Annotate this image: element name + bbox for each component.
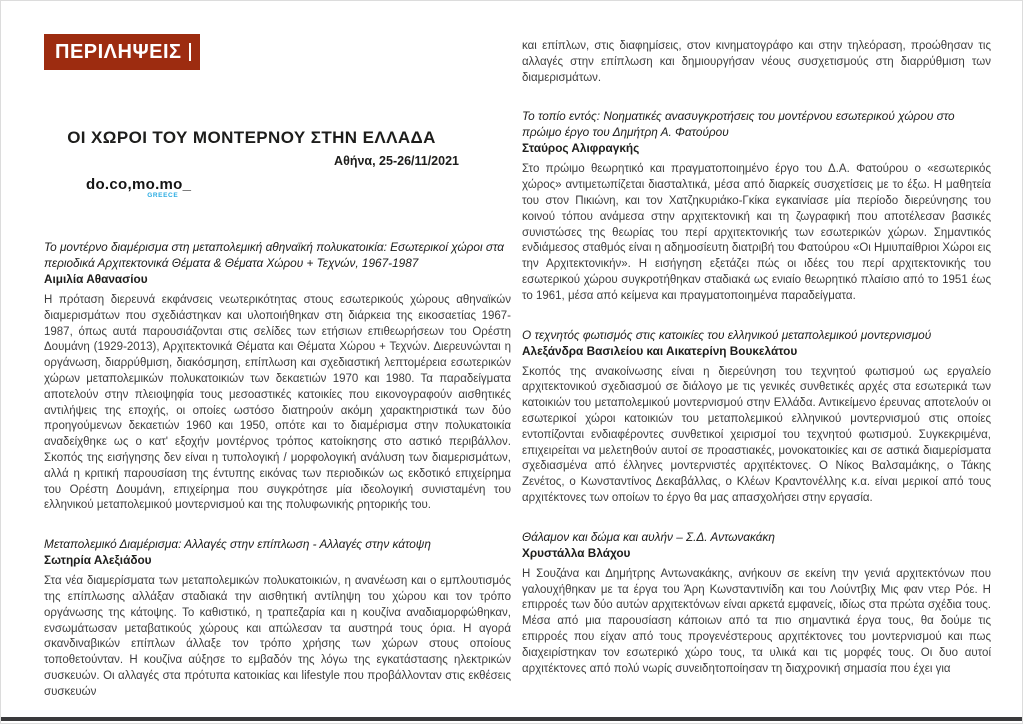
abstract-author: Αιμιλία Αθανασίου [44,272,148,286]
footer-bar [1,717,1022,721]
abstracts-badge [44,34,200,70]
conference-date: Αθήνα, 25-26/11/2021 [334,154,459,168]
abstract-title: Μεταπολεμικό Διαμέρισμα: Αλλαγές στην επίπλωση - Αλλαγές στην κάτοψη [44,537,431,552]
abstract-title: Θάλαμον και δώμα και αυλήν – Σ.Δ. Αντωνακάκη [522,529,775,544]
abstract-author: Σωτηρία Αλεξιάδου [44,553,152,568]
conference-title: ΟΙ ΧΩΡΟΙ ΤΟΥ ΜΟΝΤΕΡΝΟΥ ΣΤΗΝ ΕΛΛΑΔΑ [67,128,436,147]
abstract-author: Αλεξάνδρα Βασιλείου και Αικατερίνη Βουκελάτου [522,343,798,358]
right-column [522,1,991,677]
abstract-author: Σταύρος Αλιφραγκής [522,141,640,156]
abstract-section-4 [522,327,991,507]
abstract-title: Το τοπίο εντός: Νοηματικές ανασυγκροτήσεις του μοντέρνου εσωτερικού χώρου στο πρώιμο έργο του Δημήτρη Α. Φατούρου [522,109,955,140]
abstract-section-5 [522,529,991,678]
abstract-title: Το μοντέρνο διαμέρισμα στη μεταπολεμική αθηναϊκή πολυκατοικία: Εσωτερικοί χώροι στα περιοδικά Αρχιτεκτονικά Θέματα & Θέματα Χώρου + Τεχνών, 1967-1987 [44,240,504,270]
badge-accent-bar [189,43,191,61]
docomomo-country-label: GREECE [147,192,179,199]
conference-header [44,127,459,199]
abstract-body: Στα νέα διαμερίσματα των μεταπολεμικών πολυκατοικιών, η ανανέωση και ο εμπλουτισμός της επίπλωσης αλλάξαν σταδιακά την αισθητική αντίληψη του χώρου και τον τρόπο οργάνωσης της κάτοψης. Το καθιστικό, η τραπεζαρία και η κουζίνα αναδιαμορφώθηκαν, ενσωμάτωσαν μεταβατικούς χώρους και απώλεσαν τα αυστηρά τους όρια. Η αγορά σκανδιναβικών επίπλων άλλαξε τον τρόπο χρήσης των χώρων στους οποίους τοποθετούνταν. Η κουζίνα αύξησε το εμβαδόν της λόγω της εγκατάστασης ηλεκτρικών συσκευών. Οι αλλαγές στα πρότυπα κατοικίας και lifestyle που προβάλλονταν στις εκθέσεις συσκευών [44,575,511,698]
abstract-body: Η Σουζάνα και Δημήτρης Αντωνακάκης, ανήκουν σε εκείνη την γενιά αρχιτεκτόνων που γαλουχήθηκαν με τα έργα του Άρη Κωνσταντινίδη και του Λούντβιχ Μις φαν ντερ Ρόε. Η επιρροές των δύο αυτών αρχιτεκτόνων είναι αρκετά εμφανείς, ιδίως στα πρώτα σχέδια τους. Μέσα από μια παρουσίαση κάποιων από τα πιο σημαντικά έργα τους, θα δούμε τις επιρροές που είχαν από τους προγενέστερους αρχιτέκτονες του μοντερνισμού και πως διαχειρίστηκαν τον εσωτερικό χώρο τους, τα υλικά και τις μορφές τους. Οι δυο αυτοί αρχιτέκτονες από πολύ νωρίς συνειδητοποίησαν τη διαχρονική σημασία που έχει για [522,567,991,675]
abstract-section-1 [44,239,511,514]
abstract-section-3 [522,108,991,304]
docomomo-logo [86,177,191,199]
abstract-body: Σκοπός της ανακοίνωσης είναι η διερεύνηση του τεχνητού φωτισμού ως εργαλείο αρχιτεκτονικού σχεδιασμού σε διάλογο με τις γενικές συνθετικές αρχές στα εσωτερικά των κατοικιών του μεταπολεμικού μοντερνισμού στην Ελλάδα. Αντικείμενο έρευνας αποτελούν οι εσωτερικοί χώροι κατοικιών του μεταπολεμικού ελληνικού μοντερνισμού στις οποίες εντοπίζονται ενδιαφέροντες συνθετικοί χειρισμοί του τεχνητού φωτισμού. Συγκεκριμένα, επιχειρείται να μελετηθούν αυτοί σε προαστιακές, μονοκατοικίες και σε αστικά διαμερίσματα σχεδιασμένα από έλληνες μοντερνιστές αρχιτέκτονες. Ο Νίκος Βαλσαμάκης, ο Τάκης Ζενέτος, ο Κωνσταντίνος Δεκαβάλλας, ο Κλέων Κραντονέλλης κ.α. είναι μερικοί από τους αρχιτέκτονες των οποίων το έργο θα μας απασχολήσει στην εργασία. [522,365,991,504]
docomomo-wordmark: do.co,mo.mo_ [86,176,192,193]
abstract-body-continued: και επίπλων, στις διαφημίσεις, στον κινηματογράφο και στην τηλεόραση, προώθησαν τις αλλαγές στην επίπλωση και δημιουργήσαν νέους συσχετισμούς στη διαρρύθμιση των διαμερισμάτων. [522,40,991,84]
badge-label: ΠΕΡΙΛΗΨΕΙΣ [55,41,182,63]
abstract-body: Η πρόταση διερευνά εκφάνσεις νεωτερικότητας στους εσωτερικούς χώρους αθηναϊκών διαμερισμάτων που σχεδιάστηκαν και υλοποιήθηκαν στη διάρκεια της εικοσαετίας 1967-1987, όπως αυτά παρουσιάζονται στις σελίδες των ετήσιων επιθεωρήσεων του Ορέστη Δουμάνη (1929-2013), Αρχιτεκτονικά Θέματα και Θέματα Χώρου + Τεχνών. Διερευνώνται η οργάνωση, διαρρύθμιση, διακόσμηση, επίπλωση και σχεδιαστική λεπτομέρεια εσωτερικών χώρων μεταπολεμικών πολυκατοικιών των δεκαετιών 1970 και 1980. Τα παραδείγματα αποτελούν στην πλειοψηφία τους μεσοαστικές κατοικίες που εικονογραφούν αισθητικές αντιλήψεις της εποχής, οι οποίες ωστόσο διατηρούν ακόμη χαρακτηριστικά των δύο προηγούμενων δεκαετιών 1960 και 1950, οπότε και το διαμέρισμα στην πολυκατοικία αναδείχθηκε ως ο κατ' εξοχήν μοντέρνος τρόπος κατοίκησης στο αστικό περιβάλλον. Σκοπός της εισήγησης δεν είναι η τυπολογική / μορφολογική ανάλυση των διαμερισμάτων, αλλά η κριτική παρουσίαση της έντυπης εικόνας των περιοδικών ως εκδοτικό επιχείρημα του Ορέστη Δουμάνη, επιχείρημα που συγκρότησε μία ιδεολογική συνισταμένη του ελληνικού μεταπολεμικού μοντερνισμού και της πολυφωνικής ρητορικής του. [44,294,511,512]
abstract-author: Χρυστάλλα Βλάχου [522,545,631,560]
left-column [44,1,511,701]
abstract-body: Στο πρώιμο θεωρητικό και πραγματοποιημένο έργο του Δ.Α. Φατούρου ο «εσωτερικός χώρος» αντιμετωπίζεται διασταλτικά, μέσα από διαρκείς συσχετίσεις με το έξω. Η μαθητεία του στον Πικιώνη, και τον Χατζηκυριάκο-Γκίκα εγκαινίασε μία περίοδο διερεύνησης του κοινού τόπου ανάμεσα στην αρχιτεκτονική και τη ζωγραφική που αποτέλεσαν βασικές συνιστώσες της θεωρίας του περί αρχιτεκτονικής των εσωτερικών χώρων. Σημαντικός ενδιάμεσος σταθμός είναι η αδημοσίευτη διατριβή του Φατούρου «Οι Ημιυπαίθριοι Χώροι εις την Αρχιτεκτονικήν». Η εισήγηση εξετάζει πώς οι ιδέες του περί αρχιτεκτονικής του εσωτερικού χώρου συγκροτήθηκαν σταδιακά ως ενιαίο θεωρητικό πλαίσιο από το 1951 έως το 1961, μέσα από κείμενα και πραγματοποιημένα παραδείγματα. [522,163,991,302]
abstract-section-2 [44,536,511,700]
abstract-title: Ο τεχνητός φωτισμός στις κατοικίες του ελληνικού μεταπολεμικού μοντερνισμού [522,327,932,342]
